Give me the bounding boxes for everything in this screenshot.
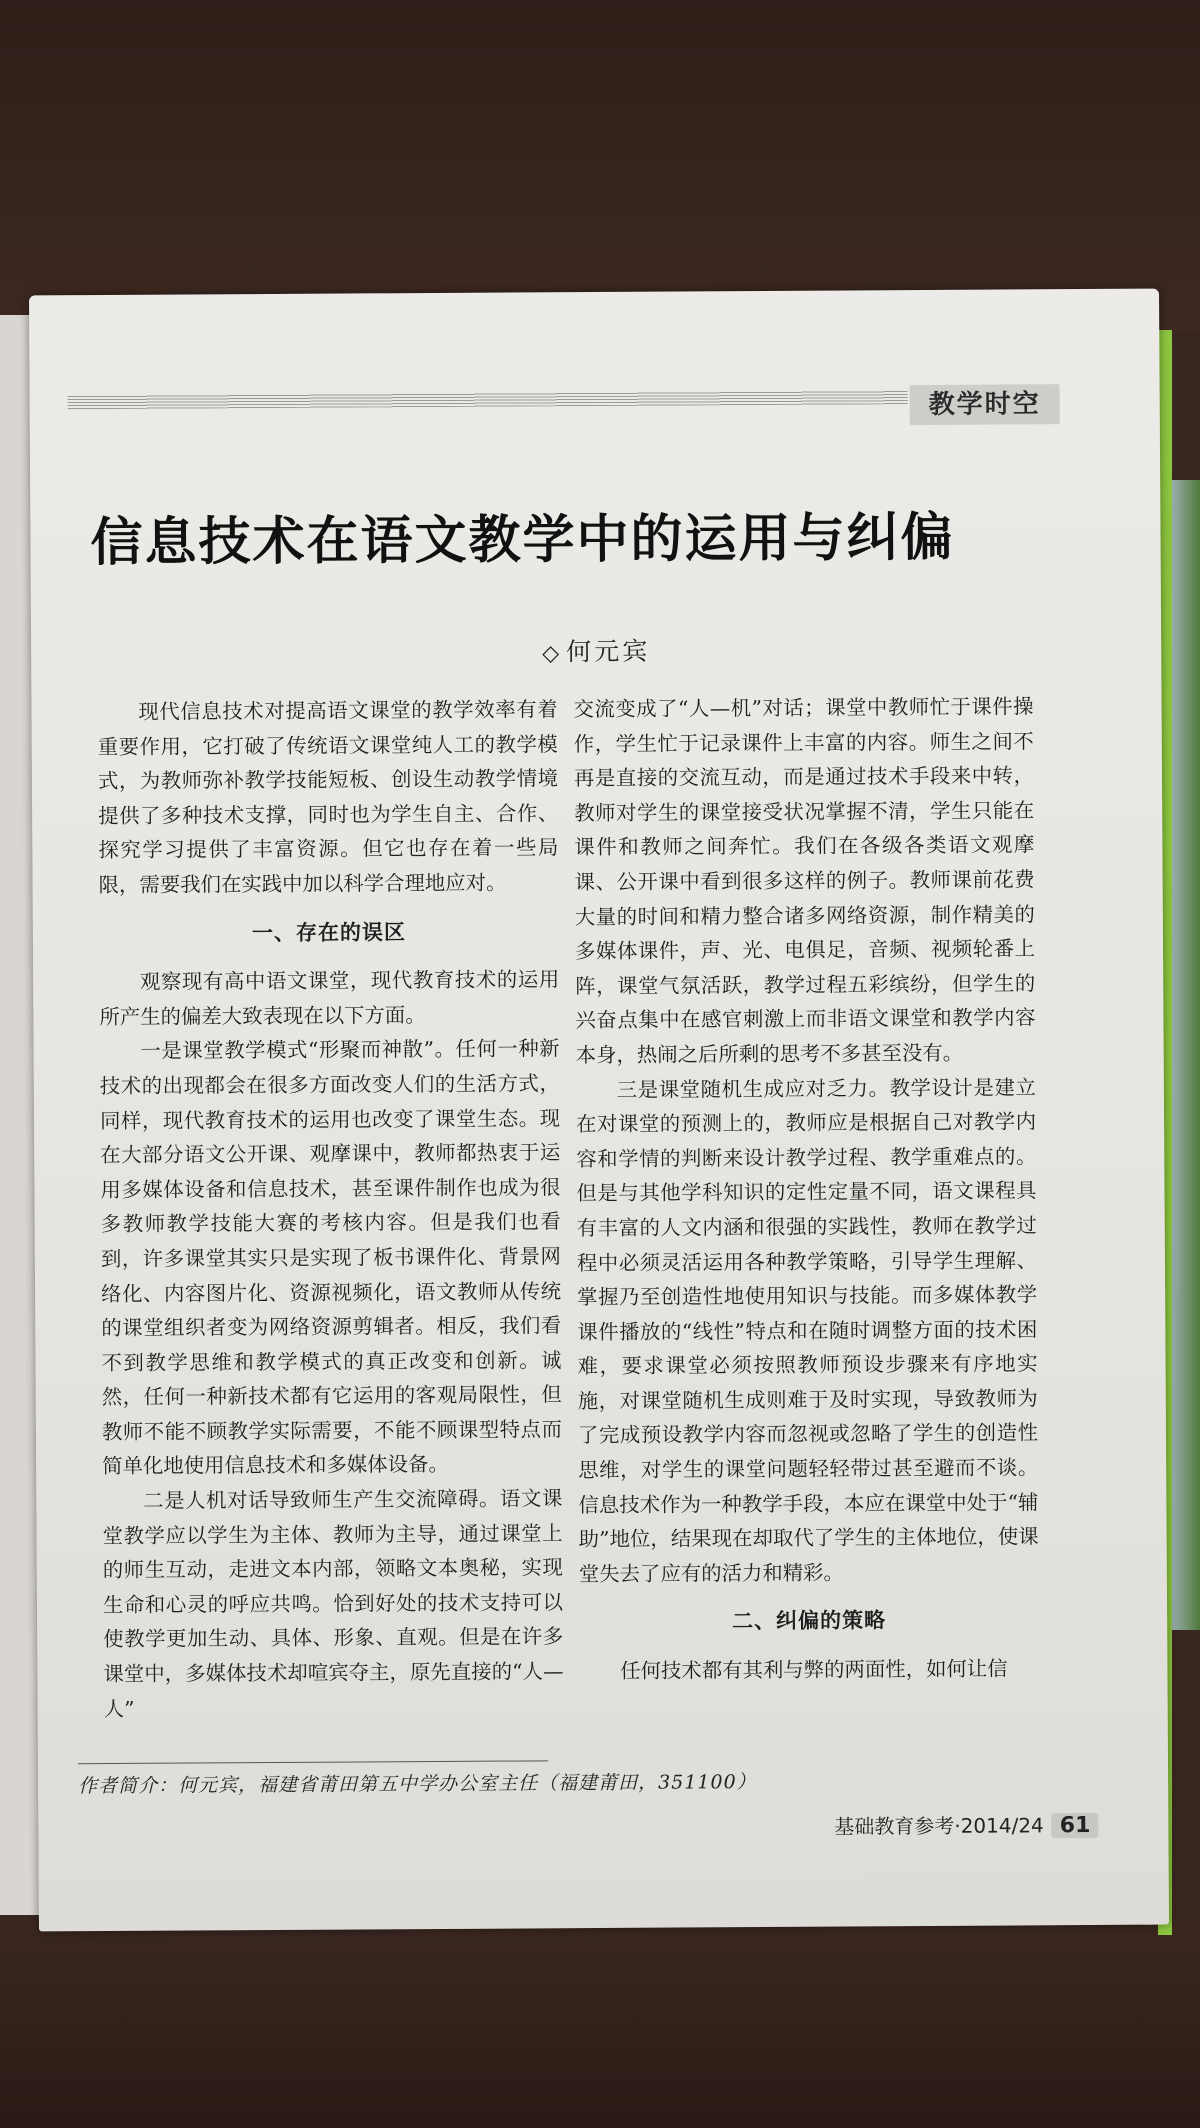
author-footnote: 作者简介：何元宾，福建省莆田第五中学办公室主任（福建莆田，351100）	[78, 1771, 757, 1798]
magazine-page	[29, 289, 1169, 1932]
diamond-icon: ◇	[542, 641, 563, 667]
paragraph: 三是课堂随机生成应对乏力。教学设计是建立在对课堂的预测上的，教师应是根据自己对教学内容和学情的判断来设计教学过程、教学重难点的。但是与其他学科知识的定性定量不同，语文课程具有丰富的人文内涵和很强的实践性，教师在教学过程中必须灵活运用各种教学策略，引导学生理解、掌握乃至创造性地使用知识与技能。而多媒体教学课件播放的“线性”特点和在随时调整方面的技术困难，要求课堂必须按照教师预设步骤来有序地实施，对课堂随机生成则难于及时实现，导致教师为了完成预设教学内容而忽视或忽略了学生的创造性思维，对学生的课堂问题轻轻带过甚至避而不谈。信息技术作为一种教学手段，本应在课堂中处于“辅助”地位，结果现在却取代了学生的主体地位，使课堂失去了应有的活力和精彩。	[576, 1074, 1039, 1586]
section-tag: 教学时空	[910, 384, 1060, 425]
paragraph: 任何技术都有其利与弊的两面性，如何让信	[620, 1656, 1008, 1683]
section-heading-1: 一、存在的误区	[251, 919, 406, 945]
right-column	[573, 689, 1039, 1688]
paragraph: 交流变成了“人—机”对话；课堂中教师忙于课件操作，学生忙于记录课件上丰富的内容。师生之间不再是直接的交流互动，而是通过技术手段来中转，教师对学生的课堂接受状况掌握不清，学生只能在课件和教师之间奔忙。我们在各级各类语文观摩课、公开课中看到很多这样的例子。教师课前花费大量的时间和精力整合诸多网络资源，制作精美的多媒体课件，声、光、电俱足，音频、视频轮番上阵，课堂气氛活跃，教学过程五彩缤纷，但学生的兴奋点集中在感官刺激上而非语文课堂和教学内容本身，热闹之后所剩的思考不多甚至没有。	[573, 694, 1036, 1068]
page-number: 61	[1052, 1813, 1099, 1838]
header-rule	[68, 390, 908, 409]
page-footer	[758, 1809, 1098, 1840]
background-bottom	[0, 1920, 1200, 2128]
article-title: 信息技术在语文教学中的运用与纠偏	[90, 506, 955, 574]
paragraph: 一是课堂教学模式“形聚而神散”。任何一种新技术的出现都会在很多方面改变人们的生活方式，同样，现代教育技术的运用也改变了课堂生态。现在大部分语文公开课、观摩课中，教师都热衷于运用多媒体设备和信息技术，甚至课件制作也成为很多教师教学技能大赛的考核内容。但是我们也看到，许多课堂其实只是实现了板书课件化、背景网络化、内容图片化、资源视频化，语文教师从传统的课堂组织者变为网络资源剪辑者。相反，我们看不到教学思维和教学模式的真正改变和创新。诚然，任何一种新技术都有它运用的客观局限性，但教师不能不顾教学实际需要，不能不顾课型特点而简单化地使用信息技术和多媒体设备。	[99, 1036, 563, 1479]
intro-paragraph: 现代信息技术对提高语文课堂的教学效率有着重要作用，它打破了传统语文课堂纯人工的教学模式，为教师弥补教学技能短板、创设生动教学情境提供了多种技术支撑，同时也为学生自主、合作、探究学习提供了丰富资源。但它也存在着一些局限，需要我们在实践中加以科学合理地应对。	[97, 697, 559, 898]
footnote-rule	[78, 1760, 548, 1764]
background-window	[1170, 480, 1200, 1630]
left-column	[97, 692, 563, 1726]
author-line	[31, 629, 1161, 672]
author-name: 何元宾	[566, 636, 651, 667]
journal-issue: 基础教育参考·2014/24	[834, 1813, 1044, 1839]
background-top	[0, 0, 1200, 330]
paragraph: 二是人机对话导致师生产生交流障碍。语文课堂教学应以学生为主体、教师为主导，通过课堂上的师生互动，走进文本内部，领略文本奥秘，实现生命和心灵的呼应共鸣。恰到好处的技术支持可以使教学更加生动、具体、形象、直观。但是在许多课堂中，多媒体技术却喧宾夺主，原先直接的“人—人”	[102, 1486, 564, 1721]
paragraph: 观察现有高中语文课堂，现代教育技术的运用所产生的偏差大致表现在以下方面。	[99, 967, 560, 1029]
section-heading-2: 二、纠偏的策略	[732, 1608, 887, 1634]
